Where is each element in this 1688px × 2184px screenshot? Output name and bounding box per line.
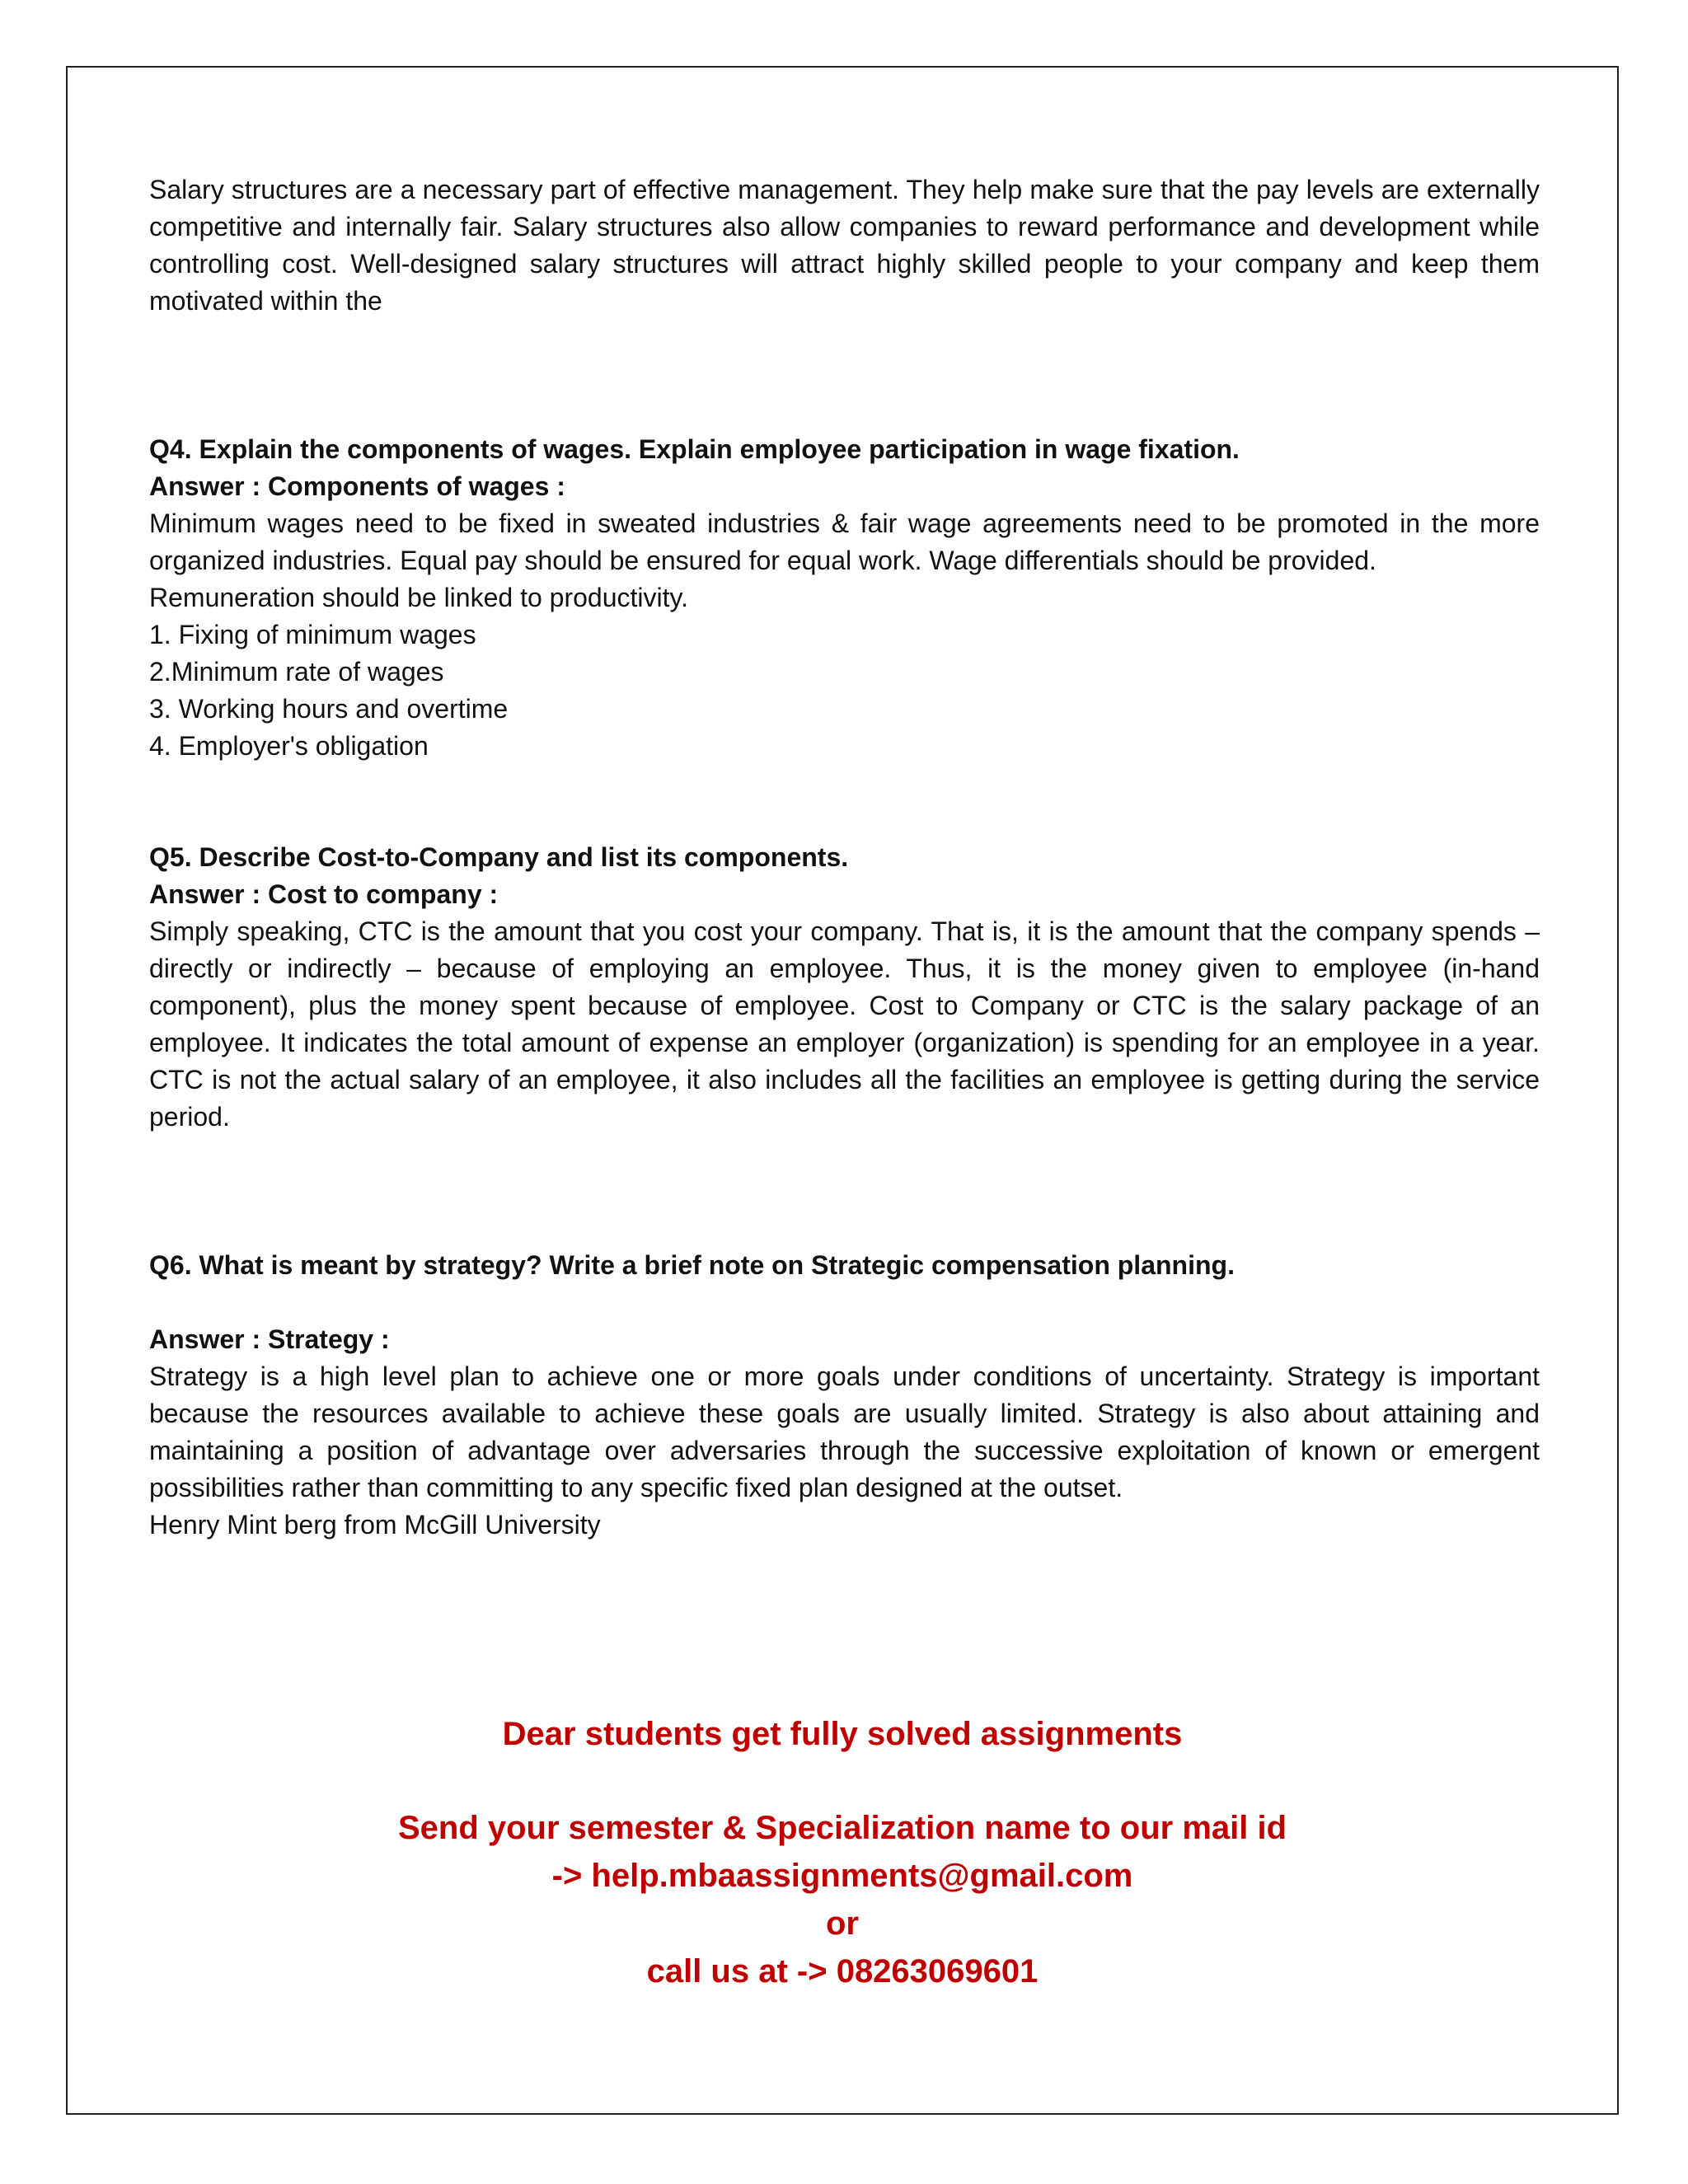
list-item: 2.Minimum rate of wages (149, 657, 444, 687)
question-4-answer-heading: Answer : Components of wages : (149, 471, 565, 501)
promo-line-2: Send your semester & Specialization name to our mail id (397, 1810, 1287, 1846)
question-4-section (149, 431, 1540, 765)
promo-footer (66, 1710, 1619, 1995)
question-5-paragraph: Simply speaking, CTC is the amount that you cost your company. That is, it is the amount that the company spends – directly or indirectly – because of employing an employee. Thus, it is the money given to employee (in-hand component), plus the money spent because of employee. Cost to Company or CTC is the salary package of an employee. It indicates the total amount of expense an employer (organization) is spending for an employee in a year. CTC is not the actual salary of an employee, it also includes all the facilities an employee is getting during the service period. (149, 916, 1540, 1132)
question-4-paragraph: Minimum wages need to be fixed in sweated industries & fair wage agreements need to be promoted in the more organized industries. Equal pay should be ensured for equal work. Wage differentials should be provided. (149, 509, 1540, 575)
question-5-heading: Q5. Describe Cost-to-Company and list its components. (149, 842, 849, 872)
question-6-heading: Q6. What is meant by strategy? Write a brief note on Strategic compensation planning. (149, 1250, 1235, 1280)
list-item: 4. Employer's obligation (149, 731, 429, 761)
question-5-section (149, 839, 1540, 1136)
question-4-paragraph-2: Remuneration should be linked to productivity. (149, 583, 688, 612)
promo-email: -> help.mbaassignments@gmail.com (551, 1858, 1133, 1894)
promo-phone: call us at -> 08263069601 (646, 1953, 1039, 1990)
question-4-heading: Q4. Explain the components of wages. Explain employee participation in wage fixation. (149, 434, 1240, 464)
question-6-answer-heading: Answer : Strategy : (149, 1324, 390, 1354)
question-6-attribution: Henry Mint berg from McGill University (149, 1510, 601, 1540)
question-6-paragraph: Strategy is a high level plan to achieve one or more goals under conditions of uncertainty. Strategy is important because the resources available to achieve these goals are usually limited. Strategy is also about attaining and maintaining a position of advantage over adversaries through the successive exploitation of known or emergent possibilities rather than committing to any specific fixed plan designed at the outset. (149, 1361, 1540, 1502)
list-item: 3. Working hours and overtime (149, 694, 509, 724)
question-6-section (149, 1247, 1540, 1544)
list-item: 1. Fixing of minimum wages (149, 620, 476, 649)
document-body (149, 171, 1540, 1544)
intro-paragraph: Salary structures are a necessary part of effective management. They help make sure that the pay levels are externally competitive and internally fair. Salary structures also allow companies to reward performance and development while controlling cost. Well-designed salary structures will attract highly skilled people to your company and keep them motivated within the (149, 175, 1540, 316)
promo-or: or (826, 1905, 859, 1942)
promo-line-1: Dear students get fully solved assignments (502, 1716, 1183, 1752)
question-5-answer-heading: Answer : Cost to company : (149, 879, 499, 909)
